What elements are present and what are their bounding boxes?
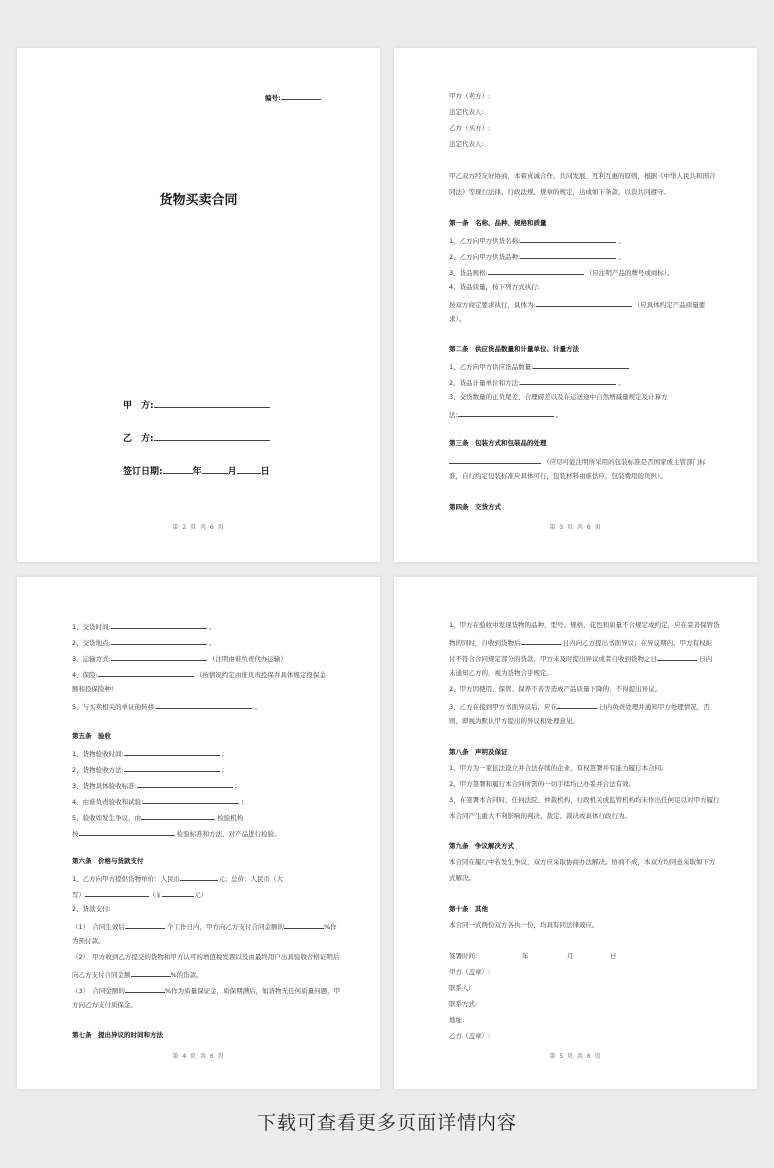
signing-month: 月	[567, 952, 574, 960]
section-heading: 第二条 供应货品数量和计量单位、计量方法	[449, 345, 579, 353]
text-line: （1） 合同生效后 个工作日内，甲方向乙方支付合同金额的 %作	[72, 923, 337, 931]
text-line: 方向乙方支付质保金。	[72, 1001, 137, 1009]
section-heading: 第六条 价格与货款支付	[72, 857, 144, 865]
document-title: 货物买卖合同	[159, 193, 238, 208]
text-line: 2、交货地点: 。	[72, 639, 216, 647]
text-line: 3、交货数量的正负尾差、合理磅差以及在运送途中自然增减量规定及计算方	[449, 393, 668, 401]
text-line: 物的同时，自收到货物后 日内向乙方提出书面异议；在异议期内，甲方有权拒	[449, 639, 713, 647]
text-line: 甲方（盖章）:	[449, 968, 491, 976]
text-line: 2、货品计量单位和方法: 。	[449, 379, 625, 387]
text-line: （2） 甲方收到乙方提交的货物和甲方认可的增值税发票以及由最终用户出具验收合格证明后	[72, 953, 340, 961]
text-line: 2、甲方因使用、保管、保养不善等造成产品质量下降的，不得提出异议。	[449, 685, 662, 693]
signing-day: 日	[610, 952, 617, 960]
text-line: 联系人:	[449, 984, 471, 992]
text-line: 乙方（买方）:	[449, 124, 491, 132]
text-line: （应尽可能注明所采用的包装标准是否国家或主管部门标	[449, 456, 706, 467]
text-line: 求）。	[449, 315, 466, 323]
text-line: 1、乙方向甲方供应货品数量:	[449, 361, 629, 372]
text-line: 1、乙方向甲方供货名称: 。	[449, 237, 625, 245]
page-footer: 第 4 页 共 6 页	[172, 1053, 225, 1060]
section-heading: 第九条 争议解决方式	[449, 842, 514, 850]
text-line: 本合同在履行中若发生争议，双方应采取协商办法解决。协商不成，本双方均同意采取如下方	[449, 858, 716, 866]
text-line: 2、甲方签署和履行本合同所需的一切手续均已办妥并合法有效。	[449, 780, 636, 788]
section-heading: 第八条 声明及保证	[449, 748, 508, 756]
text-line: 3、运输方式: （注明由谁负责代办运输）	[72, 655, 287, 663]
text-line: 额和投保险种）	[72, 685, 118, 693]
text-line: 法定代表人:	[449, 140, 484, 148]
text-line: 3、在签署本合同时，任何法院、仲裁机构、行政机关或监管机构均未作出任何足以对甲方履行	[449, 796, 720, 804]
contract-number: 编号:	[265, 92, 321, 103]
section-heading: 第三条 包装方式和包装品的处理	[449, 439, 547, 447]
signing-year: 年	[522, 952, 529, 960]
text-line: 2、货物验收方法: ;	[72, 766, 225, 774]
page-footer: 第 2 页 共 6 页	[172, 524, 225, 531]
section-heading: 第五条 验收	[72, 732, 111, 740]
contract-page-5	[394, 577, 757, 1089]
text-line: 4、由谁负责验收和试验: ;	[72, 798, 244, 806]
text-line: 则，即视为默认甲方提出的异议和处理意见。	[449, 717, 579, 725]
text-line: 2、乙方向甲方供货品种: 。	[449, 253, 625, 261]
text-line: 1、乙方向甲方提供货物单价：人民币 元；总价：人民币（大	[72, 875, 284, 883]
text-line: 甲方（卖方）:	[449, 92, 491, 100]
signing-time-label: 签署时间:	[449, 952, 478, 960]
text-line: 5、验收如发生争议，由 检验机构	[72, 814, 244, 822]
sign-date: 签订日期: 年 月 日	[123, 464, 270, 477]
text-line: 2、货款支付:	[72, 905, 111, 913]
section-heading: 第十条 其他	[449, 905, 488, 913]
text-line: 4、保险: （按情况约定由谁负责投保并具体规定投保金	[72, 671, 326, 679]
section-heading: 第一条 名称、品种、规格和质量	[449, 219, 547, 227]
text-line: 4、货品质量，按下列方式执行:	[449, 283, 540, 291]
text-line: 写） （￥ 元）	[72, 891, 207, 899]
text-line: 1、货物验收时间: ;	[72, 750, 225, 758]
text-line: 1、甲方为一家依法设立并合法存续的企业，有权签署并有能力履行本合同。	[449, 764, 668, 772]
party-b-signature: 乙 方:	[123, 431, 270, 444]
text-line: （3） 合同金额的 %作为质量保证金，质保期满后，如货物无任何质量问题，甲	[72, 987, 341, 995]
section-heading: 第四条 交货方式	[449, 503, 501, 511]
text-line: 本合同产生重大不利影响的判决、裁定、裁决或具体行政行为。	[449, 812, 631, 820]
party-a-signature: 甲 方:	[123, 398, 270, 411]
text-line: 法: 。	[449, 411, 563, 419]
text-line: 法定代表人:	[449, 108, 484, 116]
text-line: 5、与买卖相关的单证的转移: 。	[72, 703, 261, 711]
text-line: 1、交货时间: 。	[72, 623, 216, 631]
text-line: 联系方式:	[449, 1000, 478, 1008]
text-line: 准，自行约定包装标准应具体可行，包装材料由谁供应，包装费用的负担）。	[449, 472, 667, 480]
text-line: 本合同一式两份双方各执一份，均具有同法律效应。	[449, 921, 599, 929]
text-line: 同法》等现行法律、行政法规、规章的规定，达成如下条款，以资共同遵守。	[449, 188, 670, 196]
text-line: 地址:	[449, 1016, 465, 1024]
page-footer: 第 3 页 共 6 页	[549, 524, 602, 531]
text-line: 甲乙双方经友好协商，本着真诚合作、共同发展、互利互惠的原则，根据《中华人民共和国合	[449, 172, 716, 180]
text-line: 3、乙方在接到甲方书面异议后，应在 日内负责处理并通知甲方处理情况，否	[449, 703, 710, 711]
text-line: 3、货物具体验收标准: ;	[72, 782, 238, 790]
text-line: 为预付款。	[72, 937, 105, 945]
section-heading: 第七条 提出异议的时间和方法	[72, 1031, 163, 1039]
text-line: 按双方商定要求执行，具体为: （应具体约定产品质量要	[449, 301, 706, 309]
download-banner: 下载可查看更多页面详情内容	[256, 1112, 517, 1134]
text-line: 3、货品规格: （应注明产品的牌号或商标）。	[449, 269, 674, 277]
text-line: 乙方（盖章）:	[449, 1032, 491, 1040]
page-footer: 第 5 页 共 6 页	[549, 1053, 602, 1060]
text-line: 式解决。	[449, 874, 475, 882]
text-line: 付不符合合同规定部分的货款。甲方未及时提出异议或者自收到货物之日 日内	[449, 655, 713, 663]
text-line: 向乙方支付合同金额 %的货款。	[72, 971, 203, 979]
text-line: 1、甲方在验收中发现货物的品种、型号、规格、花色和质量不合规定或约定，应在妥善保管货	[449, 621, 720, 629]
contract-page-cover	[17, 48, 380, 562]
contract-page-4	[17, 577, 380, 1089]
text-line: 未通知乙方的，视为货物合乎规定。	[449, 669, 553, 677]
text-line: 按 检验标准和方法，对产品进行检验。	[72, 830, 281, 838]
contract-page-3	[394, 48, 757, 562]
